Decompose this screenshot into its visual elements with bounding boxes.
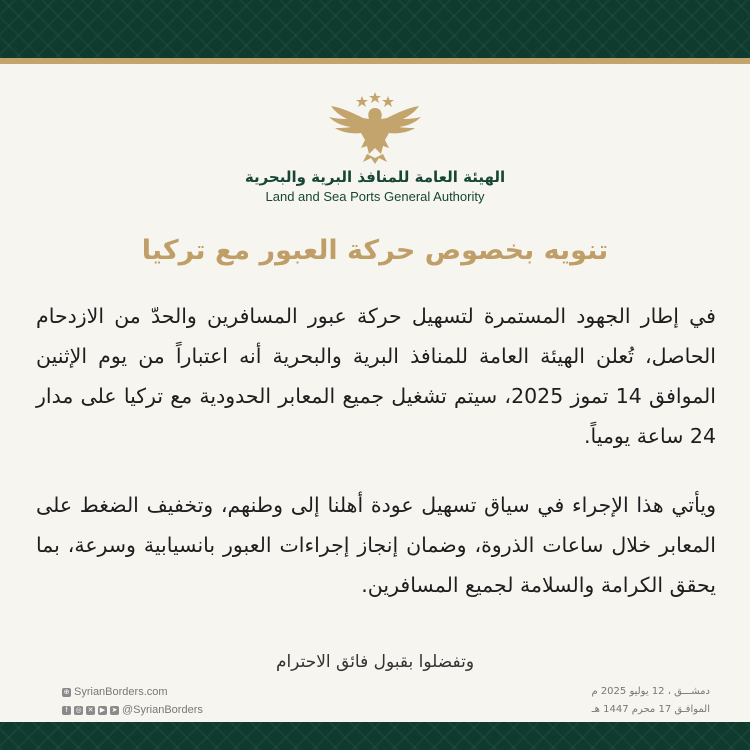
globe-icon: ⊕: [63, 688, 70, 696]
instagram-icon[interactable]: ◎: [75, 706, 82, 714]
closing-line: وتفضلوا بقبول فائق الاحترام: [275, 652, 475, 672]
eagle-emblem-icon: [325, 88, 425, 168]
org-name-english: Land and Sea Ports General Authority: [265, 189, 485, 204]
notice-title: تنويه بخصوص حركة العبور مع تركيا: [141, 235, 609, 266]
org-name-arabic: الهيئة العامة للمنافذ البرية والبحرية: [244, 168, 506, 186]
date-gregorian: دمشـــق ، 12 يوليو 2025 م: [591, 686, 710, 697]
header-gold-stripe: [0, 58, 750, 64]
notice-paragraph-2: ويأتي هذا الإجراء في سياق تسهيل عودة أهلنا إلى وطنهم، وتخفيف الضغط على المعابر خلال ساعات الذروة، وضمان إنجاز إجراءات العبور بانسيابية وسرعة، بما يحقق الكرامة والسلامة لجميع المسافرين.: [36, 493, 716, 597]
telegram-icon[interactable]: ➤: [111, 706, 118, 714]
youtube-icon[interactable]: ▶: [99, 706, 106, 714]
facebook-icon[interactable]: f: [62, 706, 71, 715]
social-handle[interactable]: @SyrianBorders: [122, 704, 203, 716]
footer-contacts: [62, 684, 203, 718]
x-icon[interactable]: ✕: [87, 706, 94, 714]
footer-pattern-band: [0, 722, 750, 750]
date-hijri: الموافـق 17 محرم 1447 هـ: [591, 704, 710, 715]
website-link[interactable]: SyrianBorders.com: [74, 686, 168, 698]
footer-dates: [570, 684, 710, 718]
header-pattern-band: [0, 0, 750, 58]
notice-paragraph-1: في إطار الجهود المستمرة لتسهيل حركة عبور المسافرين والحدّ من الازدحام الحاصل، تُعلن الهيئة العامة للمنافذ البرية والبحرية أنه اعتباراً من يوم الإثنين الموافق 14 تموز 2025، سيتم تشغيل جميع المعابر الحدودية مع تركيا على مدار 24 ساعة يومياً.: [36, 304, 716, 448]
